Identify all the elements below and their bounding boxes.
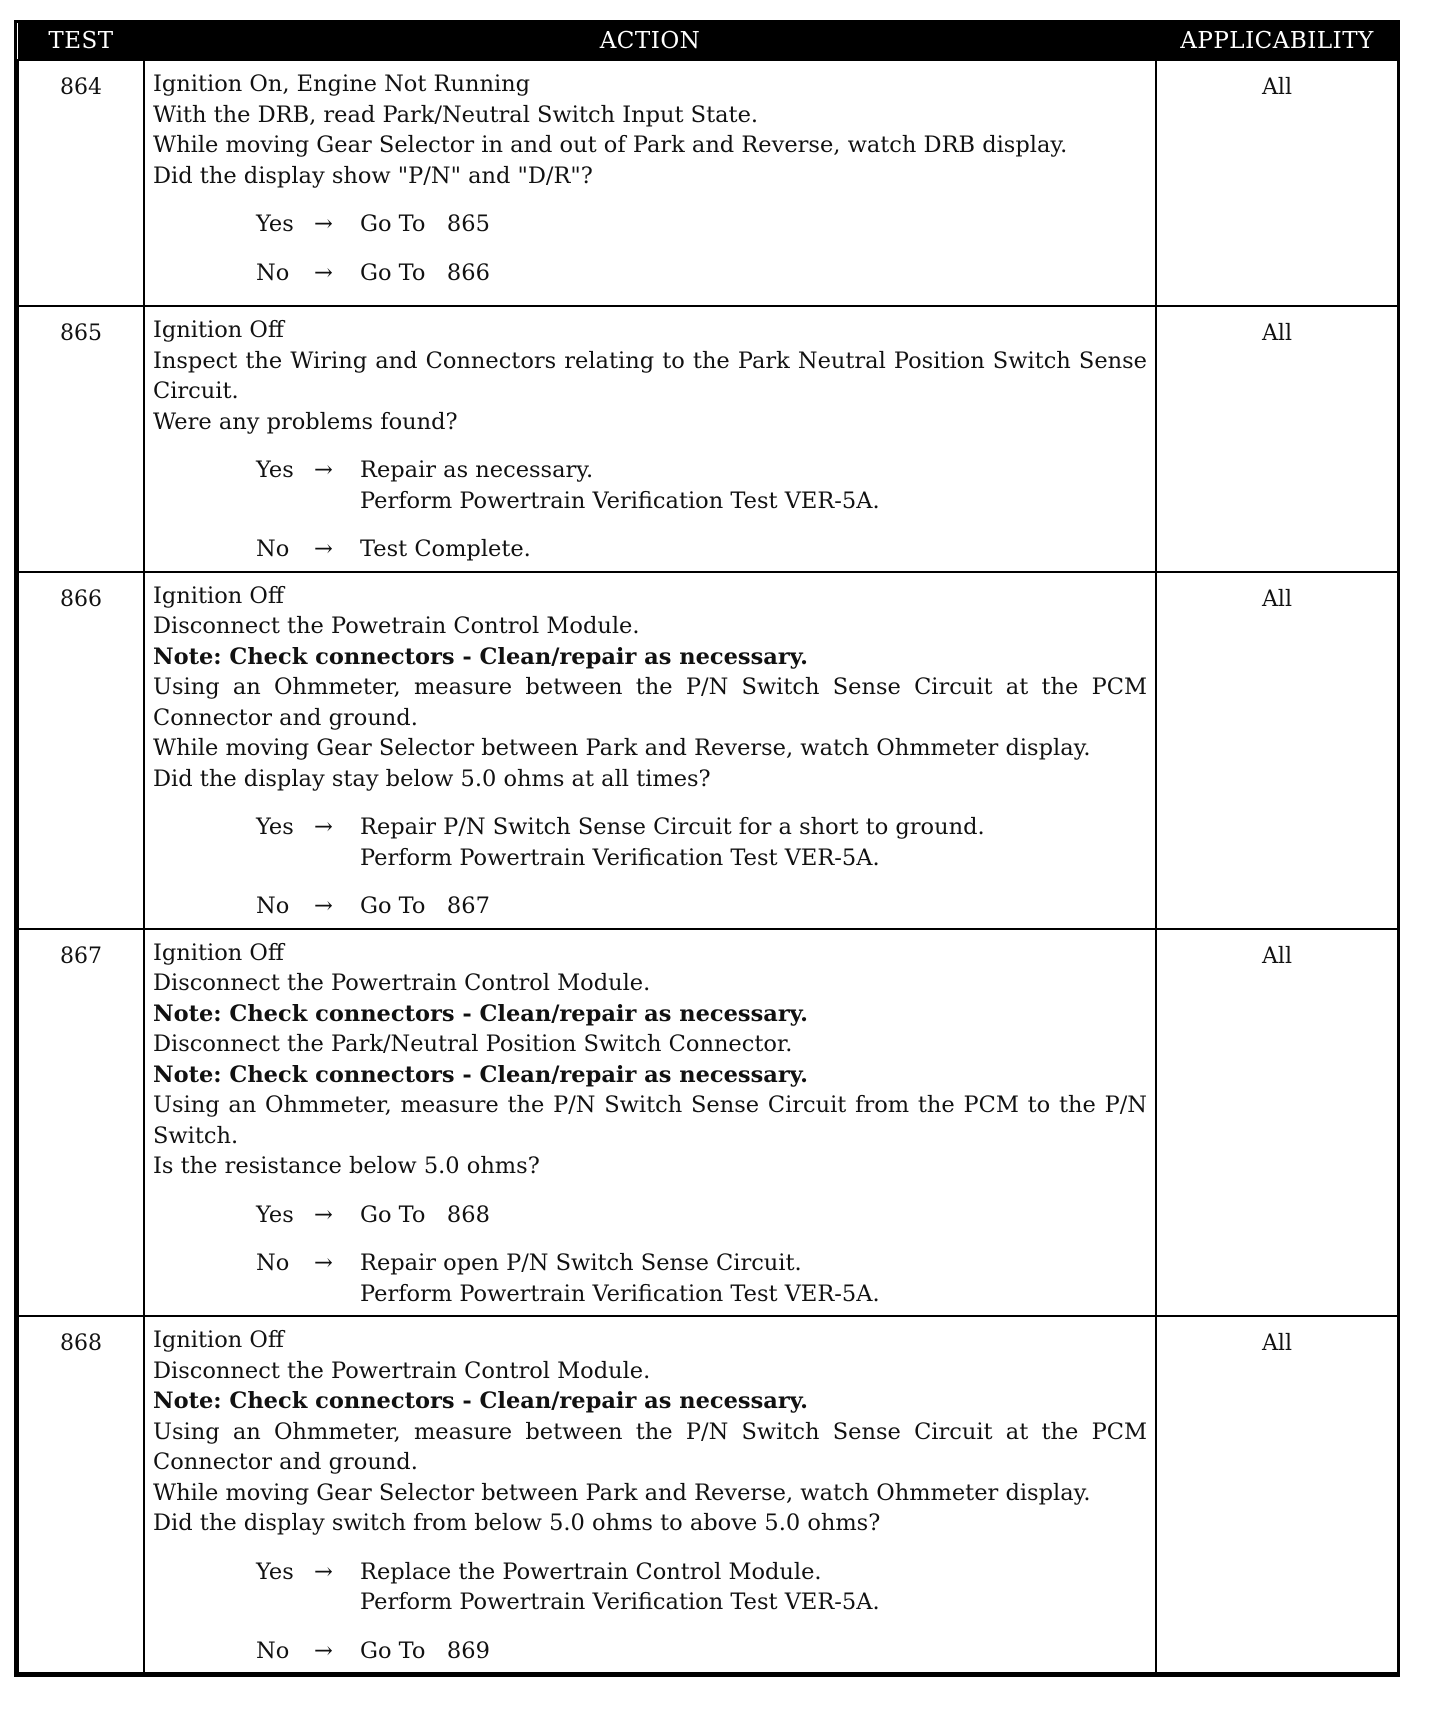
outcome-no [256, 1636, 1147, 1667]
outcome-no-label: No [256, 259, 290, 286]
instruction-line: Ignition Off [153, 317, 284, 343]
applicability-value: All [1156, 572, 1398, 929]
arrow-right-icon: → [314, 1558, 333, 1585]
test-number: 866 [18, 572, 144, 929]
outcome-no-result [360, 1636, 1147, 1667]
instruction-line: Disconnect the Powertrain Control Module. [153, 1357, 651, 1384]
arrow-right-icon: → [314, 1201, 333, 1228]
instruction-line: Disconnect the Park/Neutral Position Switch Connector. [153, 1031, 793, 1057]
applicability-value: All [1156, 60, 1398, 306]
arrow-right-icon: → [314, 893, 333, 919]
instruction-line: Ignition Off [153, 939, 284, 966]
instruction-line: Using an Ohmmeter, measure between the P/N Switch Sense Circuit at the PCM Connector and ground. [153, 674, 1147, 731]
test-number: 864 [18, 60, 144, 306]
outcome-yes-label: Yes [256, 814, 294, 840]
instruction-line: Using an Ohmmeter, measure between the P/N Switch Sense Circuit at the PCM Connector and ground. [153, 1418, 1147, 1475]
table-row [18, 1316, 1398, 1673]
instruction-line: With the DRB, read Park/Neutral Switch Input State. [153, 101, 759, 128]
result-line: Perform Powertrain Verification Test VER-5A. [360, 844, 880, 871]
result-line: Repair open P/N Switch Sense Circuit. [360, 1250, 802, 1276]
arrow-right-icon: → [314, 457, 333, 483]
header-test: TEST [18, 23, 144, 60]
result-line: Go To 867 [360, 893, 490, 919]
outcome-yes [256, 209, 1147, 240]
arrow-right-icon: → [314, 211, 333, 237]
outcome-yes-label: Yes [256, 1201, 294, 1228]
instruction-line: While moving Gear Selector in and out of Park and Reverse, watch DRB display. [153, 132, 1068, 158]
outcome-yes [256, 1200, 1147, 1231]
note-line: Note: Check connectors - Clean/repair as necessary. [153, 1061, 808, 1088]
outcome-yes [256, 812, 1147, 873]
outcome-yes-result [360, 1557, 1147, 1618]
outcome-no-label: No [256, 536, 290, 562]
action-cell [144, 1316, 1156, 1673]
result-line: Perform Powertrain Verification Test VER-5A. [360, 487, 880, 514]
result-line: Go To 866 [360, 259, 490, 286]
test-table [17, 23, 1399, 1674]
outcome-no [256, 258, 1147, 289]
arrow-right-icon: → [314, 259, 333, 286]
instruction-line: Inspect the Wiring and Connectors relating to the Park Neutral Position Switch Sense Circuit. [153, 347, 1147, 404]
test-number: 867 [18, 929, 144, 1317]
instruction-line: Ignition Off [153, 1327, 284, 1353]
result-line: Replace the Powertrain Control Module. [360, 1558, 822, 1585]
result-line: Repair P/N Switch Sense Circuit for a short to ground. [360, 814, 985, 840]
outcome-no-result [360, 891, 1147, 922]
note-line: Note: Check connectors - Clean/repair as necessary. [153, 1000, 808, 1027]
result-line: Perform Powertrain Verification Test VER-5A. [360, 1589, 880, 1615]
result-line: Go To 869 [360, 1637, 490, 1664]
header-action: ACTION [144, 23, 1156, 60]
action-cell [144, 572, 1156, 929]
table-row [18, 572, 1398, 929]
instruction-line: Did the display switch from below 5.0 ohms to above 5.0 ohms? [153, 1510, 881, 1536]
test-number: 868 [18, 1316, 144, 1673]
outcome-yes [256, 1557, 1147, 1618]
outcome-yes-result [360, 812, 1147, 873]
test-number: 865 [18, 306, 144, 572]
table-row [18, 306, 1398, 572]
arrow-right-icon: → [314, 1250, 333, 1276]
applicability-value: All [1156, 306, 1398, 572]
instruction-line: Disconnect the Powetrain Control Module. [153, 613, 640, 639]
outcome-yes-result [360, 455, 1147, 516]
applicability-value: All [1156, 929, 1398, 1317]
arrow-right-icon: → [314, 814, 333, 840]
outcome-yes-result [360, 1200, 1147, 1231]
instruction-line: Is the resistance below 5.0 ohms? [153, 1153, 540, 1179]
result-line: Test Complete. [360, 536, 531, 562]
arrow-right-icon: → [314, 1637, 333, 1664]
diagnostic-test-table [14, 20, 1400, 1677]
outcome-no [256, 534, 1147, 565]
note-line: Note: Check connectors - Clean/repair as necessary. [153, 1388, 808, 1414]
result-line: Perform Powertrain Verification Test VER-5A. [360, 1280, 880, 1307]
instruction-line: Disconnect the Powertrain Control Module. [153, 970, 651, 996]
instruction-line: Did the display show "P/N" and "D/R"? [153, 162, 593, 189]
applicability-value: All [1156, 1316, 1398, 1673]
outcome-no-label: No [256, 1637, 290, 1664]
result-line: Go To 868 [360, 1201, 490, 1228]
outcome-no-result [360, 1248, 1147, 1309]
instruction-line: Ignition On, Engine Not Running [153, 71, 531, 97]
instruction-line: Did the display stay below 5.0 ohms at all times? [153, 765, 711, 792]
table-row [18, 929, 1398, 1317]
outcome-no-label: No [256, 893, 290, 919]
instruction-line: Were any problems found? [153, 408, 458, 435]
outcome-yes-label: Yes [256, 211, 294, 237]
outcome-yes-result [360, 209, 1147, 240]
instruction-line: While moving Gear Selector between Park and Reverse, watch Ohmmeter display. [153, 735, 1091, 761]
outcome-yes-label: Yes [256, 457, 294, 483]
outcome-yes [256, 455, 1147, 516]
instruction-line: Using an Ohmmeter, measure the P/N Switch Sense Circuit from the PCM to the P/N Switch. [153, 1092, 1147, 1149]
header-row [18, 23, 1398, 60]
outcome-no-result [360, 534, 1147, 565]
note-line: Note: Check connectors - Clean/repair as necessary. [153, 643, 808, 670]
outcome-yes-label: Yes [256, 1558, 294, 1585]
instruction-line: While moving Gear Selector between Park and Reverse, watch Ohmmeter display. [153, 1479, 1091, 1506]
table-row [18, 60, 1398, 306]
result-line: Go To 865 [360, 211, 490, 237]
outcome-no [256, 1248, 1147, 1309]
instruction-line: Ignition Off [153, 582, 284, 609]
header-applicability: APPLICABILITY [1156, 23, 1398, 60]
arrow-right-icon: → [314, 536, 333, 562]
outcome-no-result [360, 258, 1147, 289]
outcome-no-label: No [256, 1250, 290, 1276]
action-cell [144, 306, 1156, 572]
result-line: Repair as necessary. [360, 457, 594, 483]
action-cell [144, 60, 1156, 306]
outcome-no [256, 891, 1147, 922]
action-cell [144, 929, 1156, 1317]
